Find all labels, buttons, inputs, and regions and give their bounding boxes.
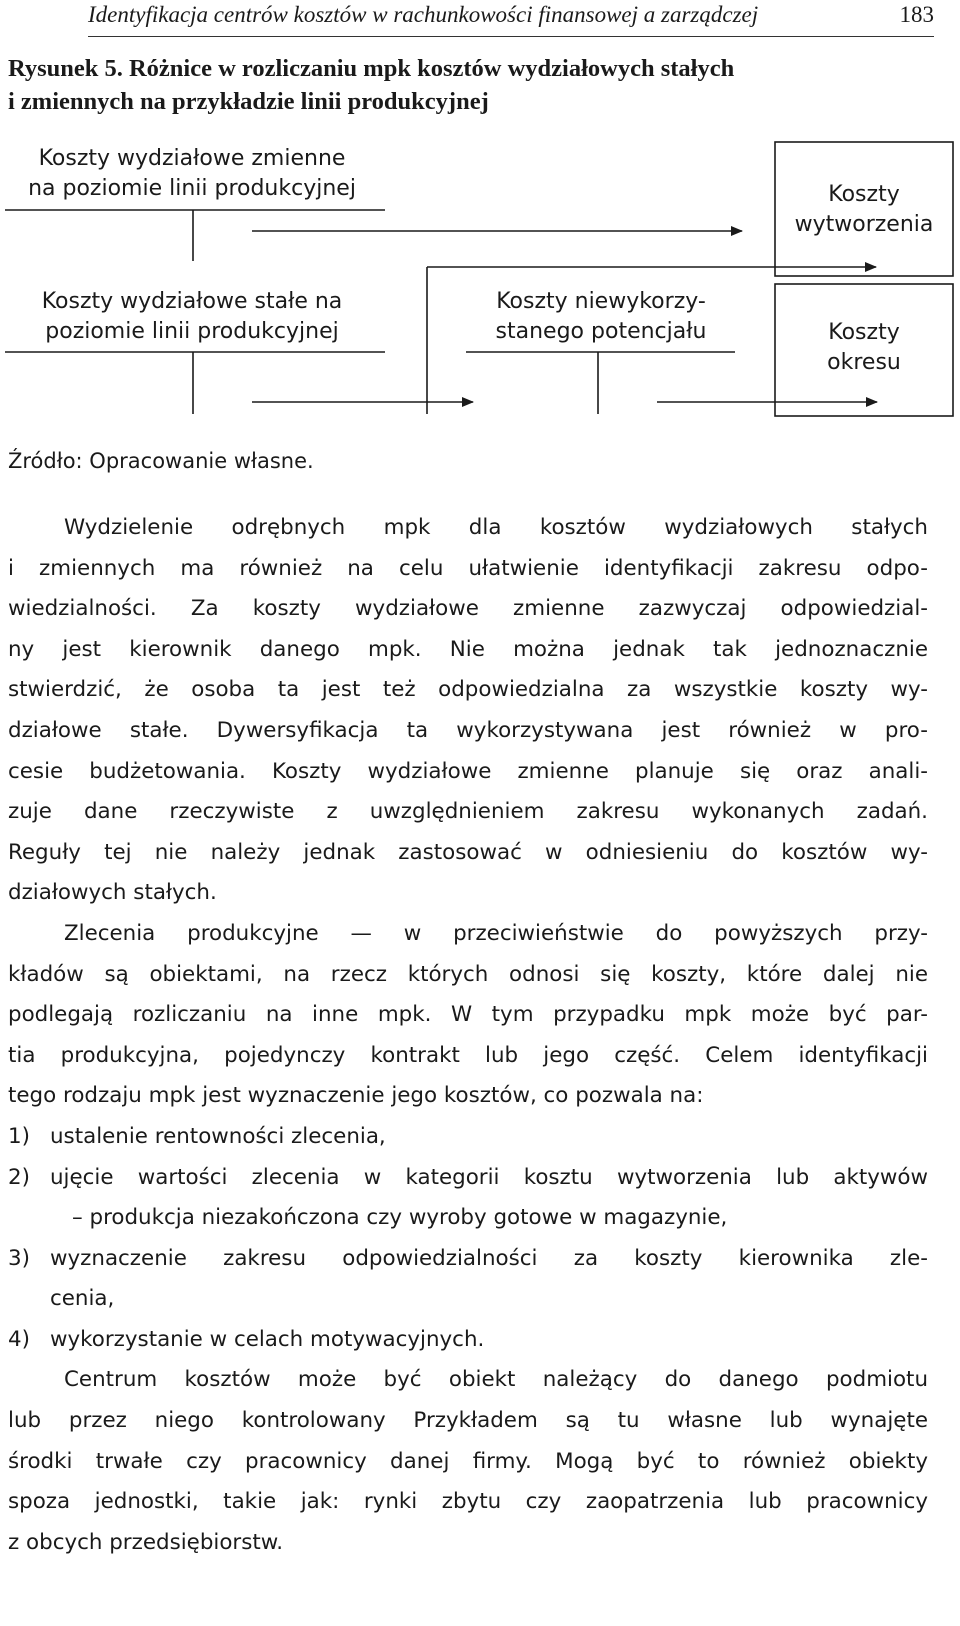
figure-title (8, 52, 928, 118)
text-line: z obcych przedsiębiorstw. (8, 1529, 284, 1555)
text-line: Reguły tej nie należy jednak zastosować w odniesieniu do kosztów wy- (8, 839, 928, 865)
cost-flow-diagram (0, 130, 960, 440)
list-text: ustalenie rentowności zlecenia, (50, 1123, 386, 1149)
list-number: 4) (8, 1326, 30, 1352)
text-line: działowych stałych. (8, 880, 217, 906)
list-item (8, 1158, 928, 1199)
fixed-costs-label: Koszty wydziałowe stałe na poziomie linii produkcyjnej (41, 289, 343, 344)
figure-source: Źródło: Opracowanie własne. (8, 449, 314, 473)
list-text-continued: cenia, (50, 1286, 115, 1312)
list-item (8, 1320, 928, 1361)
variable-costs-label: Koszty wydziałowe zmienne na poziomie linii produkcyjnej (28, 146, 356, 201)
list-number: 2) (8, 1164, 30, 1190)
text-line: wiedzialności. Za koszty wydziałowe zmienne zazwyczaj odpowiedzial- (8, 596, 928, 622)
text-line: spoza jednostki, takie jak: rynki zbytu czy zaopatrzenia lub pracownicy (8, 1489, 928, 1515)
figure-title-line: Rysunek 5. Różnice w rozliczaniu mpk kosztów wydziałowych stałych (8, 55, 735, 82)
production-costs-label: Koszty wytworzenia (794, 182, 934, 237)
text-line: podlegają rozliczaniu na inne mpk. W tym przypadku mpk może być par- (8, 1002, 928, 1028)
text-line: cesie budżetowania. Koszty wydziałowe zmienne planuje się oraz anali- (8, 758, 928, 784)
text-line: zuje dane rzeczywiste z uwzględnieniem zakresu wykonanych zadań. (8, 799, 928, 825)
list-number: 1) (8, 1123, 30, 1149)
text-line: Zlecenia produkcyjne — w przeciwieństwie do powyższych przy- (64, 920, 928, 946)
list-number: 3) (8, 1245, 30, 1271)
figure-title-line: i zmiennych na przykładzie linii produkcyjnej (8, 88, 489, 115)
page-number: 183 (899, 2, 934, 27)
list-item (8, 1117, 928, 1158)
text-line: i zmiennych ma również na celu ułatwienie identyfikacji zakresu odpo- (8, 555, 928, 581)
text-line: kładów są obiektami, na rzecz których odnosi się koszty, które dalej nie (8, 961, 928, 987)
text-line: tego rodzaju mpk jest wyznaczenie jego kosztów, co pozwala na: (8, 1083, 704, 1109)
text-line: tia produkcyjna, pojedynczy kontrakt lub jego część. Celem identyfikacji (8, 1042, 928, 1068)
list-item (8, 1239, 928, 1280)
text-line: Wydzielenie odrębnych mpk dla kosztów wydziałowych stałych (64, 515, 928, 540)
text-line: środki trwałe czy pracownicy danej firmy. Mogą być to również obiekty (8, 1448, 928, 1474)
text-line: stwierdzić, że osoba ta jest też odpowiedzialna za wszystkie koszty wy- (8, 677, 928, 703)
list-text: wykorzystanie w celach motywacyjnych. (50, 1326, 485, 1352)
text-line: lub przez niego kontrolowany Przykładem są tu własne lub wynajęte (8, 1408, 928, 1434)
text-line: ny jest kierownik danego mpk. Nie można jednak tak jednoznacznie (8, 636, 928, 662)
list-text-continued: – produkcja niezakończona czy wyroby gotowe w magazynie, (72, 1205, 728, 1231)
period-costs-label: Koszty okresu (827, 320, 901, 375)
header-title: Identyfikacja centrów kosztów w rachunkowości finansowej a zarządczej (88, 2, 759, 27)
unused-capacity-label: Koszty niewykorzy- stanego potencjału (495, 289, 707, 344)
body-text (8, 508, 928, 1563)
list-text: ujęcie wartości zlecenia w kategorii kosztu wytworzenia lub aktywów (50, 1164, 928, 1190)
text-line: Centrum kosztów może być obiekt należący do danego podmiotu (64, 1367, 928, 1393)
running-header (88, 0, 934, 37)
text-line: działowe stałe. Dywersyfikacja ta wykorzystywana jest również w pro- (8, 717, 928, 743)
list-text: wyznaczenie zakresu odpowiedzialności za koszty kierownika zle- (50, 1245, 928, 1271)
